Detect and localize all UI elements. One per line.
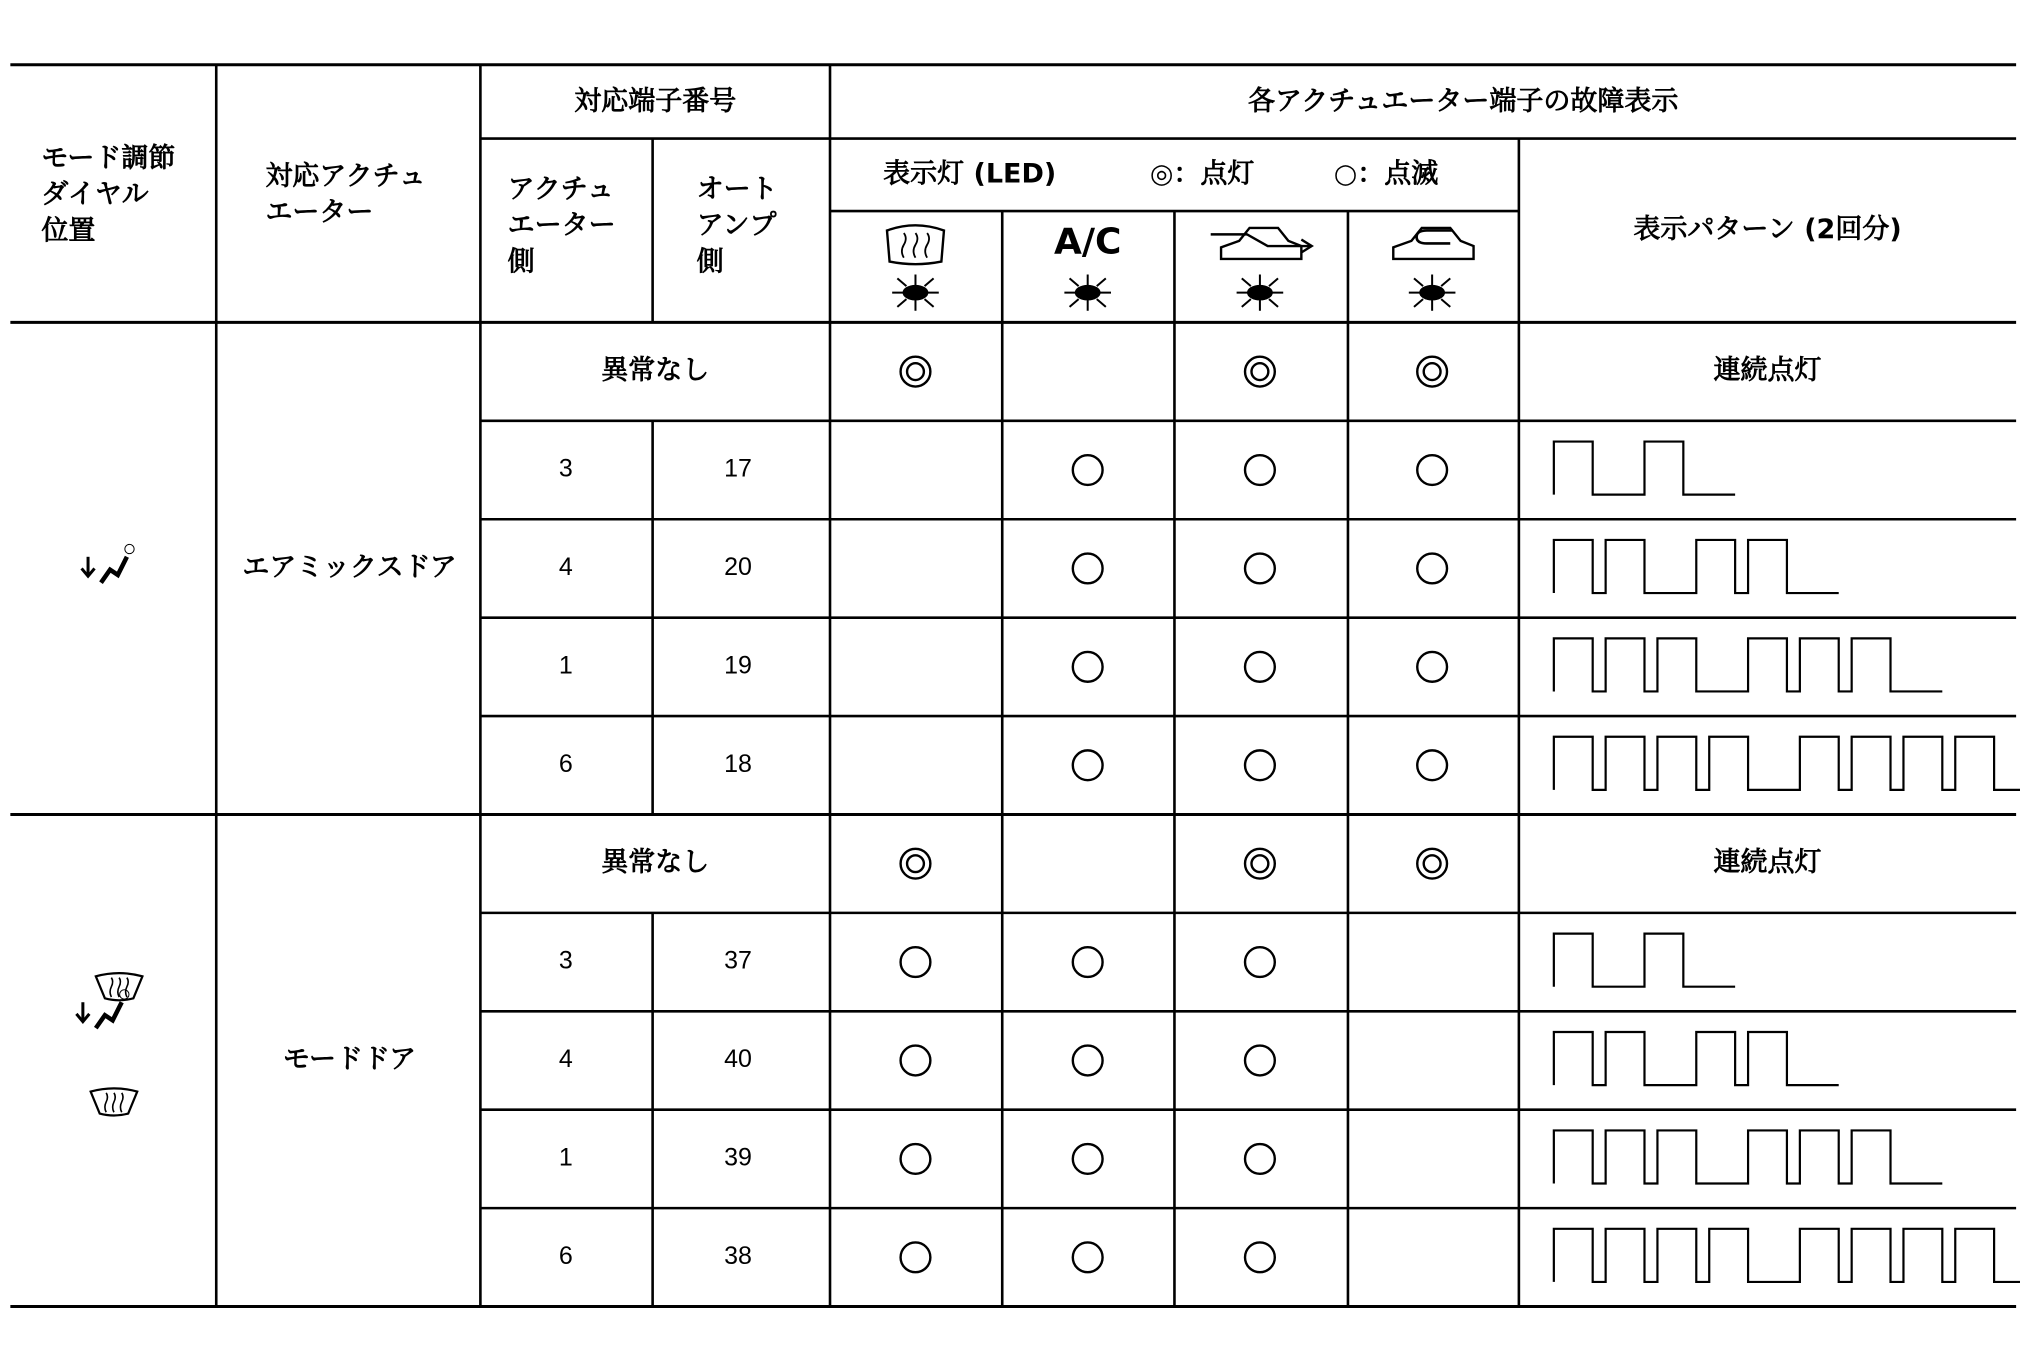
autoamp-terminal-number: 40 <box>724 1045 752 1074</box>
ac-led-icon: A/C <box>1053 221 1122 263</box>
blink-indicator-icon <box>1245 947 1275 977</box>
blink-indicator-icon <box>1245 554 1275 584</box>
actuator-terminal-number: 3 <box>558 454 573 483</box>
led-ray-icon <box>1414 299 1423 307</box>
led-ray-icon <box>897 278 906 286</box>
terminal-group-header: 対応端子番号 <box>574 85 737 117</box>
blink-indicator-icon <box>901 1242 931 1272</box>
heat-wave-icon <box>113 1093 116 1112</box>
actuator-terminal-number: 3 <box>558 946 573 975</box>
foot-defrost-mode-icon <box>96 973 143 1000</box>
blink-indicator-icon <box>1245 1242 1275 1272</box>
autoamp-terminal-number: 39 <box>724 1143 752 1172</box>
seat-icon <box>96 1002 122 1028</box>
led-ray-icon <box>1242 299 1251 307</box>
autoamp-terminal-number: 17 <box>724 454 752 483</box>
ac-led-bulb-icon <box>1064 275 1111 311</box>
blink-pattern-waveform <box>1554 1032 1839 1085</box>
continuous-light-text: 連続点灯 <box>1713 355 1822 387</box>
led-ray-icon <box>1097 278 1106 286</box>
blink-indicator-icon <box>901 1144 931 1174</box>
continuous-light-text: 連続点灯 <box>1713 847 1822 879</box>
legend-blink: ○：点滅 <box>1333 158 1439 190</box>
lit-indicator-inner-icon <box>1251 363 1268 380</box>
blink-indicator-icon <box>1073 652 1103 682</box>
led-label: 表示灯 (LED) <box>883 158 1057 190</box>
actuator-terminal-number: 6 <box>558 749 573 778</box>
autoamp-side-header: オート <box>696 173 778 205</box>
autoamp-terminal-number: 19 <box>724 651 752 680</box>
blink-indicator-icon <box>1073 1242 1103 1272</box>
led-ray-icon <box>925 299 934 307</box>
autoamp-terminal-number: 20 <box>724 553 752 582</box>
led-ray-icon <box>1269 278 1278 286</box>
seat-icon <box>101 557 127 583</box>
fault-display-header: 各アクチュエーター端子の故障表示 <box>1248 85 1679 117</box>
heat-wave-icon <box>925 233 929 258</box>
blink-pattern-waveform <box>1554 737 2020 790</box>
led-ray-icon <box>1242 278 1251 286</box>
pattern-header: 表示パターン (2回分) <box>1633 213 1902 245</box>
lit-indicator-icon <box>901 849 931 879</box>
actuator-name: モードドア <box>283 1044 417 1075</box>
heat-wave-icon <box>110 978 113 997</box>
blink-pattern-waveform <box>1554 1130 1942 1183</box>
blink-pattern-waveform <box>1554 638 1942 691</box>
actuator-side-header: 側 <box>507 246 535 278</box>
blink-pattern-waveform <box>1554 934 1735 987</box>
blink-indicator-icon <box>901 947 931 977</box>
blink-indicator-icon <box>901 1046 931 1076</box>
blink-indicator-icon <box>1417 652 1447 682</box>
autoamp-side-header: 側 <box>696 246 724 278</box>
defroster-led-bulb-icon <box>892 275 939 311</box>
actuator-terminal-number: 1 <box>558 1143 573 1172</box>
mode-dial-header: ダイヤル <box>41 179 149 211</box>
foot-mode-icon <box>82 544 135 582</box>
autoamp-terminal-number: 37 <box>724 946 752 975</box>
blink-pattern-waveform <box>1554 540 1839 593</box>
actuator-header: 対応アクチュ <box>265 160 426 192</box>
blink-indicator-icon <box>1073 554 1103 584</box>
blink-indicator-icon <box>1417 750 1447 780</box>
blink-indicator-icon <box>1073 750 1103 780</box>
blink-indicator-icon <box>1417 554 1447 584</box>
actuator-header: エーター <box>265 197 374 229</box>
led-ray-icon <box>1070 278 1079 286</box>
actuator-terminal-number: 6 <box>558 1241 573 1270</box>
actuator-side-header: エーター <box>507 210 616 242</box>
blink-indicator-icon <box>1073 947 1103 977</box>
status-normal-text: 異常なし <box>601 355 710 387</box>
head-icon <box>120 990 129 999</box>
led-ray-icon <box>897 299 906 307</box>
heat-wave-icon <box>902 233 906 258</box>
actuator-name: エアミックスドア <box>242 551 457 583</box>
led-ray-icon <box>1441 299 1450 307</box>
heat-wave-icon <box>126 978 129 997</box>
lit-indicator-inner-icon <box>1424 855 1441 872</box>
heat-wave-icon <box>105 1093 108 1112</box>
recirculation-arrow-icon <box>1417 230 1453 243</box>
actuator-side-header: アクチュ <box>507 173 614 205</box>
actuator-terminal-number: 1 <box>558 651 573 680</box>
blink-indicator-icon <box>1245 1046 1275 1076</box>
legend-on: ◎：点灯 <box>1149 158 1255 190</box>
led-ray-icon <box>1070 299 1079 307</box>
blink-indicator-icon <box>1245 750 1275 780</box>
led-ray-icon <box>1441 278 1450 286</box>
status-normal-text: 異常なし <box>601 847 710 879</box>
blink-indicator-icon <box>1073 1046 1103 1076</box>
blink-indicator-icon <box>1245 455 1275 485</box>
head-icon <box>125 544 134 553</box>
blink-indicator-icon <box>1245 652 1275 682</box>
lit-indicator-icon <box>1417 357 1447 387</box>
defrost-mode-icon <box>91 1088 138 1115</box>
blink-indicator-icon <box>1417 455 1447 485</box>
led-ray-icon <box>925 278 934 286</box>
heat-wave-icon <box>914 233 918 258</box>
lit-indicator-inner-icon <box>907 363 924 380</box>
heat-wave-icon <box>120 1093 123 1112</box>
lit-indicator-icon <box>1245 357 1275 387</box>
actuator-terminal-number: 4 <box>558 1045 573 1074</box>
recirculation-led-bulb-icon <box>1409 275 1456 311</box>
lit-indicator-icon <box>901 357 931 387</box>
led-ray-icon <box>1097 299 1106 307</box>
lit-indicator-inner-icon <box>1251 855 1268 872</box>
mode-dial-header: モード調節 <box>41 142 176 174</box>
actuator-terminal-number: 4 <box>558 553 573 582</box>
blink-indicator-icon <box>1073 455 1103 485</box>
lit-indicator-icon <box>1245 849 1275 879</box>
blink-pattern-waveform <box>1554 1229 2020 1282</box>
led-ray-icon <box>1269 299 1278 307</box>
autoamp-terminal-number: 18 <box>724 749 752 778</box>
autoamp-side-header: アンプ <box>696 210 777 242</box>
lit-indicator-inner-icon <box>907 855 924 872</box>
blink-indicator-icon <box>1245 1144 1275 1174</box>
autoamp-terminal-number: 38 <box>724 1241 752 1270</box>
lit-indicator-inner-icon <box>1424 363 1441 380</box>
led-ray-icon <box>1414 278 1423 286</box>
blink-indicator-icon <box>1073 1144 1103 1174</box>
mode-dial-header: 位置 <box>41 215 96 247</box>
lit-indicator-icon <box>1417 849 1447 879</box>
blink-pattern-waveform <box>1554 442 1735 495</box>
fresh-air-led-bulb-icon <box>1237 275 1284 311</box>
